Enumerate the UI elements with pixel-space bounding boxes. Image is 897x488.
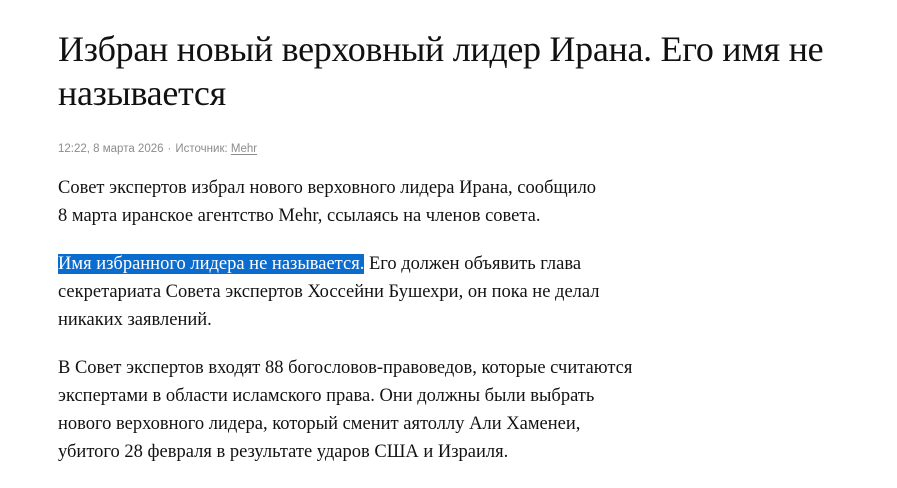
source-label: Источник: xyxy=(175,143,228,155)
paragraph-line: убитого 28 февраля в результате ударов США и Израиля. xyxy=(58,442,509,462)
publish-time: 12:22, 8 марта 2026 xyxy=(58,143,164,155)
source-link[interactable]: Mehr xyxy=(230,143,258,155)
selected-text: Имя избранного лидера не называется. xyxy=(58,254,365,274)
paragraph-line: никаких заявлений. xyxy=(58,310,212,330)
paragraph-line: нового верховного лидера, который сменит аятоллу Али Хаменеи, xyxy=(58,414,581,434)
paragraph-3 xyxy=(58,354,632,466)
paragraph-line: Совет экспертов избрал нового верховного лидера Ирана, сообщило xyxy=(58,178,597,198)
meta-separator: · xyxy=(167,143,172,155)
article-headline: Избран новый верховный лидер Ирана. Его имя не называется xyxy=(58,29,824,113)
paragraph-line: секретариата Совета экспертов Хоссейни Бушехри, он пока не делал xyxy=(58,282,600,302)
paragraph-line: 8 марта иранское агентство Mehr, ссылаясь на членов совета. xyxy=(58,206,541,226)
paragraph-2 xyxy=(58,250,600,334)
paragraph-line xyxy=(58,250,600,278)
paragraph-line: экспертами в области исламского права. Они должны были выбрать xyxy=(58,386,595,406)
paragraph-text: Его должен объявить глава xyxy=(364,254,582,274)
article-meta xyxy=(58,141,257,157)
paragraph-1 xyxy=(58,174,596,230)
paragraph-line: В Совет экспертов входят 88 богословов-правоведов, которые считаются xyxy=(58,358,633,378)
